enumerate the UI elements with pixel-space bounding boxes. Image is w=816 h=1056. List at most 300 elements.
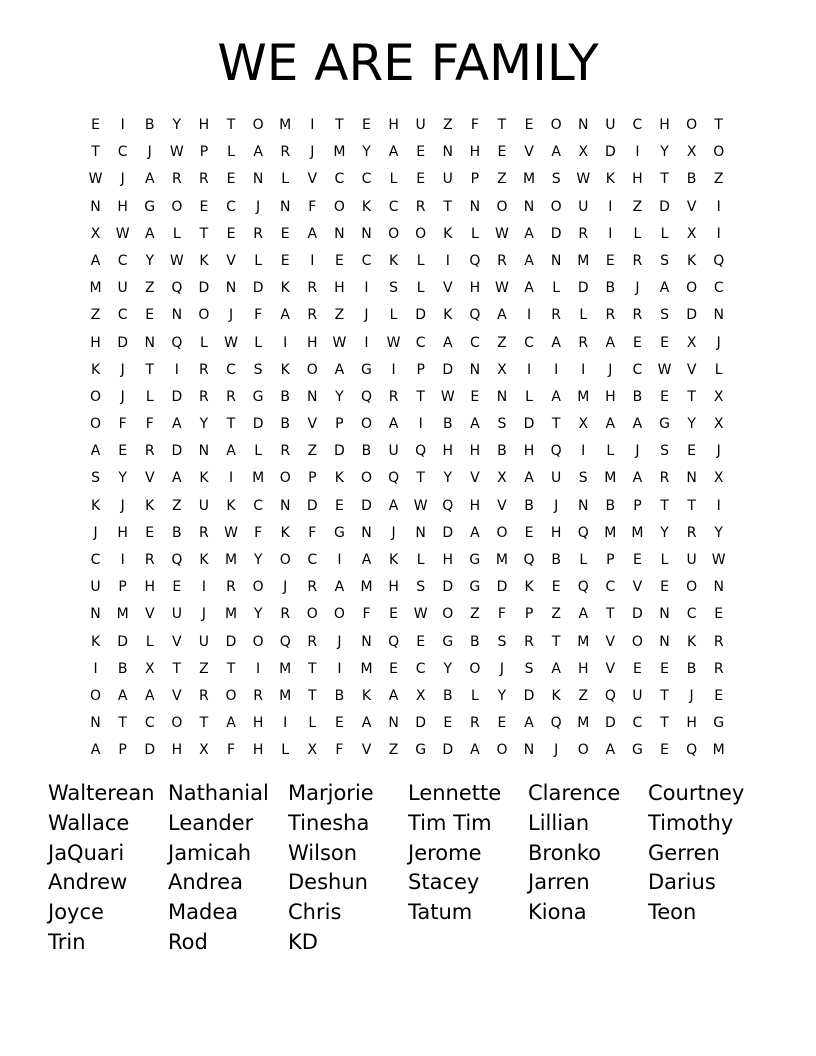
grid-letter: A (334, 361, 345, 378)
grid-letter: K (443, 307, 453, 324)
grid-letter: T (172, 660, 182, 677)
grid-letter: C (524, 334, 534, 351)
grid-letter: S (578, 470, 588, 487)
grid-letter: C (686, 606, 697, 623)
grid-letter: Q (550, 443, 562, 460)
grid-letter: C (334, 171, 345, 188)
grid-letter: N (713, 579, 724, 596)
grid-letter: Q (171, 280, 183, 297)
word-list-item: Andrew (48, 870, 128, 895)
grid-letter: D (442, 524, 454, 541)
grid-letter: J (716, 443, 721, 460)
grid-letter: M (631, 524, 644, 541)
grid-letter: M (360, 660, 373, 677)
grid-letter: Q (469, 307, 481, 324)
grid-letter: K (605, 171, 615, 188)
grid-letter: D (442, 361, 454, 378)
grid-letter: L (227, 144, 235, 161)
grid-letter: K (361, 198, 372, 215)
grid-letter: O (90, 416, 102, 433)
grid-letter: R (415, 198, 426, 215)
grid-letter: L (281, 171, 290, 188)
grid-letter: A (605, 416, 616, 433)
grid-letter: I (608, 198, 613, 215)
grid-letter: E (145, 307, 155, 324)
grid-letter: J (635, 443, 640, 460)
grid-letter: A (361, 552, 372, 568)
grid-letter: E (714, 606, 724, 623)
grid-letter: J (554, 742, 559, 759)
grid-letter: R (199, 171, 209, 188)
grid-letter: M (279, 687, 292, 704)
grid-letter: K (551, 687, 561, 704)
grid-letter: A (144, 687, 155, 704)
grid-letter: A (497, 307, 507, 324)
grid-letter: G (713, 715, 725, 732)
grid-letter: T (551, 416, 561, 433)
grid-letter: U (198, 497, 210, 514)
grid-letter: M (712, 742, 725, 759)
grid-letter: H (144, 579, 155, 596)
grid-letter: D (361, 497, 372, 514)
grid-letter: A (388, 416, 399, 433)
word-list-item: JaQuari (48, 840, 125, 865)
grid-letter: I (337, 660, 342, 677)
grid-letter: V (686, 198, 697, 215)
grid-letter: L (308, 715, 317, 732)
grid-letter: Z (470, 606, 480, 623)
grid-letter: P (118, 579, 127, 596)
grid-letter: D (252, 416, 264, 433)
grid-letter: N (307, 388, 318, 405)
grid-letter: M (224, 606, 238, 623)
word-list-item: Marjorie (288, 781, 374, 805)
grid-letter: E (362, 117, 371, 133)
grid-letter: Y (687, 416, 696, 433)
grid-letter: I (581, 443, 586, 460)
grid-letter: A (388, 687, 399, 704)
grid-letter: B (551, 552, 561, 568)
grid-letter: H (469, 497, 481, 514)
grid-letter: B (334, 687, 345, 704)
grid-letter: O (171, 198, 183, 215)
grid-letter: A (632, 470, 643, 487)
grid-letter: F (470, 117, 479, 133)
grid-letter: Q (577, 579, 589, 596)
grid-letter: Q (469, 252, 481, 269)
grid-letter: O (90, 388, 102, 405)
grid-letter: N (469, 361, 481, 378)
grid-letter: Q (577, 524, 589, 541)
grid-letter: B (172, 524, 182, 541)
word-list-item: Jerome (408, 840, 482, 865)
grid-letter: E (660, 660, 669, 677)
grid-letter: R (199, 361, 209, 378)
grid-letter: P (118, 742, 127, 759)
grid-letter: L (145, 633, 154, 650)
grid-letter: D (686, 307, 697, 324)
grid-letter: W (224, 524, 238, 541)
grid-letter: U (578, 198, 589, 215)
grid-letter: A (578, 606, 589, 623)
grid-letter: K (524, 579, 534, 596)
grid-letter: O (306, 361, 318, 378)
grid-letter: N (577, 117, 589, 133)
grid-letter: A (524, 280, 534, 297)
grid-letter: D (144, 742, 156, 759)
grid-letter: R (226, 579, 236, 596)
grid-letter: H (252, 742, 264, 759)
grid-letter: I (445, 252, 450, 269)
grid-letter: Y (253, 606, 263, 623)
grid-letter: T (606, 606, 615, 623)
word-list-item: Lillian (528, 810, 590, 835)
grid-letter: Q (279, 633, 291, 650)
grid-letter: G (333, 524, 345, 541)
grid-letter: A (280, 307, 290, 324)
grid-letter: M (360, 579, 373, 596)
grid-letter: G (144, 198, 156, 215)
grid-letter: S (660, 307, 669, 324)
grid-letter: R (497, 252, 507, 269)
grid-letter: G (442, 633, 454, 650)
word-list-item: Leander (168, 810, 254, 835)
word-list-item: Tatum (408, 900, 473, 925)
grid-letter: T (199, 715, 209, 732)
grid-letter: G (469, 552, 481, 568)
grid-letter: M (89, 280, 102, 297)
grid-letter: K (226, 497, 236, 514)
grid-letter: R (307, 579, 318, 596)
grid-letter: I (256, 660, 261, 677)
grid-letter: E (524, 117, 534, 133)
grid-letter: Y (660, 524, 669, 541)
grid-letter: T (416, 470, 425, 487)
grid-letter: O (550, 198, 562, 215)
grid-letter: V (524, 144, 534, 161)
grid-letter: A (334, 579, 345, 596)
grid-letter: C (388, 198, 399, 215)
grid-letter: P (199, 144, 209, 161)
grid-letter: W (224, 334, 238, 351)
grid-letter: Z (172, 497, 182, 514)
grid-letter: G (252, 388, 264, 405)
grid-letter: O (225, 687, 237, 704)
grid-letter: D (334, 443, 345, 460)
grid-letter: N (361, 524, 372, 541)
grid-letter: E (632, 334, 642, 351)
grid-letter: W (495, 280, 509, 297)
grid-letter: C (361, 171, 372, 188)
grid-letter: H (252, 715, 264, 732)
grid-letter: E (660, 388, 669, 405)
grid-letter: D (252, 280, 264, 297)
grid-letter: J (256, 198, 261, 215)
grid-letter: T (551, 633, 561, 650)
grid-letter: H (469, 443, 481, 460)
grid-letter: X (578, 416, 589, 433)
grid-letter: M (495, 552, 508, 568)
grid-letter: W (169, 144, 184, 161)
grid-letter: D (604, 144, 616, 161)
grid-letter: W (440, 388, 455, 405)
grid-letter: I (201, 579, 206, 596)
grid-letter: W (413, 606, 428, 623)
word-list-item: Bronko (528, 840, 601, 865)
grid-letter: S (497, 633, 507, 650)
grid-letter: I (554, 361, 559, 378)
grid-letter: N (469, 198, 481, 215)
grid-letter: C (307, 552, 318, 568)
grid-letter: R (659, 470, 670, 487)
grid-letter: E (416, 171, 426, 188)
grid-letter: O (469, 660, 481, 677)
grid-letter: K (388, 252, 399, 269)
grid-letter: D (198, 280, 210, 297)
grid-letter: L (200, 334, 208, 351)
grid-letter: A (551, 334, 561, 351)
grid-letter: A (605, 742, 616, 759)
grid-letter: Y (660, 144, 669, 161)
grid-letter: L (606, 443, 615, 460)
grid-letter: O (388, 225, 400, 242)
grid-letter: E (497, 144, 507, 161)
grid-letter: Z (144, 280, 155, 297)
grid-letter: F (308, 524, 317, 541)
grid-letter: I (228, 470, 234, 487)
word-list-item: Walterean (48, 781, 155, 805)
grid-letter: X (307, 742, 318, 759)
grid-letter: R (199, 388, 209, 405)
grid-letter: V (144, 470, 155, 487)
grid-letter: Z (442, 117, 453, 133)
grid-letter: D (415, 307, 427, 324)
grid-letter: V (172, 633, 182, 650)
grid-letter: A (144, 225, 155, 242)
grid-letter: N (171, 307, 183, 324)
grid-letter: D (523, 416, 535, 433)
grid-letter: P (606, 552, 615, 568)
grid-letter: F (226, 742, 236, 759)
grid-letter: C (226, 361, 236, 378)
grid-letter: D (550, 225, 562, 242)
grid-letter: D (604, 715, 616, 732)
grid-letter: I (120, 552, 125, 568)
grid-letter: A (551, 388, 561, 405)
grid-letter: Y (118, 470, 127, 487)
grid-letter: U (117, 280, 128, 297)
grid-letter: V (442, 280, 453, 297)
grid-letter: W (576, 171, 591, 188)
grid-letter: V (605, 633, 616, 650)
grid-letter: O (686, 280, 698, 297)
grid-letter: N (144, 334, 155, 351)
grid-letter: L (660, 225, 669, 242)
grid-letter: A (605, 334, 616, 351)
grid-letter: T (226, 660, 236, 677)
grid-letter: J (689, 687, 694, 704)
grid-letter: L (714, 361, 723, 378)
grid-letter: J (635, 280, 640, 297)
grid-letter: U (442, 171, 453, 188)
grid-letter: J (120, 497, 125, 514)
grid-letter: C (117, 307, 128, 324)
grid-letter: R (144, 552, 155, 568)
grid-letter: R (578, 225, 589, 242)
grid-letter: Z (497, 334, 507, 351)
grid-letter: T (118, 715, 127, 732)
grid-letter: Z (632, 198, 643, 215)
grid-letter: E (199, 198, 209, 215)
grid-letter: D (632, 606, 643, 623)
grid-letter: N (442, 144, 453, 161)
grid-letter: E (605, 252, 615, 269)
grid-letter: N (713, 307, 724, 324)
grid-letter: H (469, 280, 481, 297)
word-list-item: Jarren (528, 870, 590, 895)
grid-letter: C (90, 552, 101, 568)
grid-letter: U (198, 633, 210, 650)
grid-letter: N (90, 606, 101, 623)
grid-letter: R (632, 307, 643, 324)
grid-letter: R (713, 633, 724, 650)
grid-letter: I (364, 334, 369, 351)
grid-letter: A (90, 252, 101, 269)
grid-letter: R (578, 334, 589, 351)
grid-letter: O (279, 470, 291, 487)
grid-letter: E (334, 715, 344, 732)
grid-letter: E (91, 117, 100, 133)
grid-letter: O (550, 117, 562, 133)
grid-letter: A (659, 280, 670, 297)
word-list-item: Tim Tim (408, 810, 492, 835)
grid-letter: R (307, 280, 318, 297)
grid-letter: O (333, 606, 345, 623)
grid-letter: H (632, 171, 643, 188)
grid-letter: L (470, 225, 479, 242)
grid-letter: K (199, 470, 209, 487)
grid-letter: D (496, 579, 508, 596)
grid-letter: I (174, 361, 179, 378)
grid-letter: J (554, 497, 559, 514)
grid-letter: E (389, 660, 398, 677)
grid-letter: X (90, 225, 101, 242)
grid-letter: P (470, 171, 480, 188)
grid-letter: Z (713, 171, 724, 188)
word-list-item: Nathanial (168, 781, 269, 805)
grid-letter: T (443, 198, 453, 215)
grid-letter: A (442, 334, 453, 351)
grid-letter: L (389, 171, 398, 188)
grid-letter: E (416, 633, 426, 650)
grid-letter: O (198, 307, 210, 324)
grid-letter: V (307, 171, 318, 188)
grid-letter: R (307, 307, 318, 324)
grid-letter: K (199, 252, 209, 269)
grid-letter: O (496, 524, 508, 541)
grid-letter: M (279, 117, 292, 133)
grid-letter: H (388, 117, 399, 133)
grid-letter: L (552, 280, 561, 297)
grid-letter: X (144, 660, 155, 677)
grid-letter: I (310, 252, 315, 269)
grid-letter: E (497, 715, 507, 732)
grid-letter: Q (415, 443, 427, 460)
grid-letter: C (415, 334, 426, 351)
grid-letter: U (605, 117, 616, 133)
grid-letter: F (254, 307, 263, 324)
grid-letter: B (686, 171, 697, 188)
grid-letter: X (415, 687, 426, 704)
grid-letter: T (226, 416, 236, 433)
grid-letter: S (416, 579, 426, 596)
grid-letter: X (497, 470, 507, 487)
grid-letter: Z (388, 742, 399, 759)
grid-letter: X (713, 388, 724, 405)
grid-letter: R (551, 307, 561, 324)
grid-letter: O (577, 742, 589, 759)
grid-letter: I (716, 497, 721, 514)
grid-letter: I (581, 361, 586, 378)
grid-letter: B (280, 388, 290, 405)
grid-letter: M (252, 470, 265, 487)
grid-letter: Z (90, 307, 101, 324)
grid-letter: M (523, 171, 536, 188)
grid-letter: M (577, 633, 590, 650)
grid-letter: K (90, 633, 101, 650)
grid-letter: R (605, 307, 616, 324)
grid-letter: H (171, 742, 183, 759)
grid-letter: C (713, 280, 724, 297)
grid-letter: M (604, 524, 617, 541)
grid-letter: J (364, 307, 369, 324)
grid-letter: F (118, 416, 127, 433)
grid-letter: E (632, 552, 642, 568)
grid-letter: S (91, 470, 100, 487)
grid-letter: J (120, 171, 125, 188)
grid-letter: I (526, 361, 532, 378)
grid-letter: A (470, 416, 480, 433)
grid-letter: J (283, 579, 288, 596)
grid-letter: T (660, 497, 669, 514)
grid-letter: A (90, 443, 101, 460)
grid-letter: I (283, 715, 288, 732)
grid-letter: K (443, 225, 453, 242)
grid-letter: N (388, 715, 399, 732)
grid-letter: J (93, 524, 98, 541)
grid-letter: B (442, 687, 453, 704)
grid-letter: K (361, 687, 372, 704)
grid-letter: N (415, 524, 426, 541)
grid-letter: R (388, 388, 399, 405)
grid-letter: B (686, 660, 697, 677)
word-list (48, 779, 768, 958)
grid-letter: Y (443, 470, 453, 487)
grid-letter: X (686, 225, 697, 242)
grid-letter: I (337, 552, 342, 568)
grid-letter: E (660, 334, 669, 351)
grid-letter: H (577, 660, 589, 677)
grid-letter: J (120, 361, 125, 378)
grid-letter: T (660, 687, 669, 704)
grid-letter: T (660, 171, 669, 188)
grid-letter: D (659, 198, 670, 215)
grid-letter: A (117, 687, 128, 704)
grid-letter: N (659, 606, 670, 623)
grid-letter: H (469, 144, 481, 161)
grid-letter: A (470, 524, 480, 541)
grid-letter: Q (388, 470, 400, 487)
